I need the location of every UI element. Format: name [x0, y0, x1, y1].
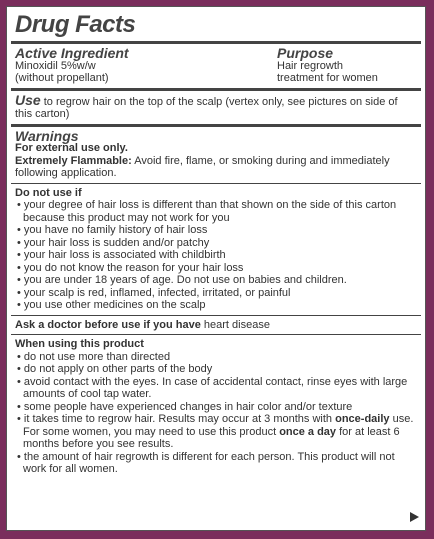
active-ingredient-section — [7, 44, 425, 88]
list-item: • you are under 18 years of age. Do not use on babies and children. — [15, 274, 417, 287]
once-a-day-text: once a day — [279, 425, 337, 438]
use-section — [7, 91, 425, 124]
list-item: • do not apply on other parts of the body — [15, 363, 417, 376]
active-ingredient-line1: Minoxidil 5%w/w — [15, 59, 96, 72]
regrow-time-text-e: for at least 6 months before you see results. — [23, 425, 400, 450]
use-text: to regrow hair on the top of the scalp (vertex only, see pictures on side of this carton) — [15, 95, 398, 120]
list-item: • you do not know the reason for your hair loss — [15, 262, 417, 275]
list-item: • some people have experienced changes in hair color and/or texture — [15, 401, 417, 414]
warnings-section — [7, 127, 425, 183]
ask-doctor-text: heart disease — [203, 318, 270, 331]
drug-facts-panel — [6, 6, 426, 531]
once-daily-text: once-daily — [335, 413, 390, 425]
external-use-text: For external use only. — [15, 142, 128, 154]
warnings-heading: Warnings — [15, 127, 79, 144]
regrow-time-text-c: use. For some women, you may need to use this product — [23, 413, 414, 438]
when-using-list — [15, 351, 417, 476]
list-item: • your hair loss is sudden and/or patchy — [15, 237, 417, 250]
ask-doctor-label: Ask a doctor before use if you have — [15, 318, 201, 331]
list-item: • your degree of hair loss is different than that shown on the side of this carton because this product may not work for you — [15, 199, 417, 224]
do-not-use-heading: Do not use if — [15, 186, 82, 199]
flammable-text: Avoid fire, flame, or smoking during and immediately following application. — [15, 154, 390, 179]
list-item — [15, 413, 417, 451]
list-item: • you use other medicines on the scalp — [15, 299, 417, 312]
active-ingredient-heading: Active Ingredient — [15, 45, 129, 61]
purpose-line1: Hair regrowth — [277, 59, 344, 72]
when-using-heading: When using this product — [15, 338, 144, 350]
purpose-heading: Purpose — [277, 45, 334, 61]
do-not-use-list — [15, 199, 417, 312]
when-using-section — [7, 335, 425, 479]
purpose-line2: treatment for women — [277, 72, 378, 84]
list-item: • your scalp is red, inflamed, infected, irritated, or painful — [15, 287, 417, 300]
list-item: • do not use more than directed — [15, 351, 417, 364]
do-not-use-section — [7, 184, 425, 315]
flammable-label: Extremely Flammable: — [15, 154, 132, 167]
regrow-time-text-a: it takes time to regrow hair. Results may occur at 3 months with — [23, 413, 333, 425]
list-item: • your hair loss is associated with childbirth — [15, 249, 417, 262]
list-item: • you have no family history of hair loss — [15, 224, 417, 237]
list-item: • avoid contact with the eyes. In case of accidental contact, rinse eyes with large amounts of cool tap water. — [15, 376, 417, 401]
page-title: Drug Facts — [15, 11, 136, 38]
ask-doctor-section — [7, 316, 425, 335]
list-item: • the amount of hair regrowth is different for each person. This product will not work for all women. — [15, 451, 417, 476]
active-ingredient-line2: (without propellant) — [15, 72, 109, 84]
flammable-warning — [15, 155, 417, 180]
use-heading: Use — [15, 91, 41, 108]
continue-arrow-icon — [410, 512, 419, 522]
